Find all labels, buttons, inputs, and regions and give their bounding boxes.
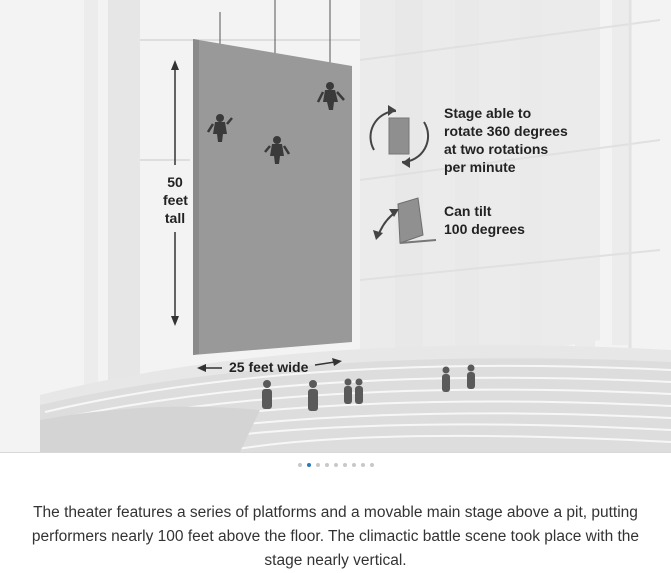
carousel-dot[interactable]	[325, 463, 329, 467]
carousel-dot[interactable]	[370, 463, 374, 467]
divider	[0, 452, 671, 453]
carousel-dot[interactable]	[352, 463, 356, 467]
carousel-dot[interactable]	[307, 463, 311, 467]
rotate-label: Stage able to rotate 360 degrees at two rotations per minute	[444, 105, 568, 175]
carousel-dot[interactable]	[361, 463, 365, 467]
width-label: 25 feet wide	[229, 359, 309, 375]
carousel-dot[interactable]	[298, 463, 302, 467]
carousel-dot[interactable]	[343, 463, 347, 467]
carousel-dot[interactable]	[334, 463, 338, 467]
slide-caption: The theater features a series of platforms and a movable main stage above a pit, putting performers nearly 100 feet above the floor. The climactic battle scene took place with the stage nearly vertical.	[31, 503, 640, 569]
carousel-dot[interactable]	[316, 463, 320, 467]
carousel-pagination[interactable]	[0, 463, 671, 467]
height-label: 50 feet tall	[163, 174, 188, 226]
tilt-label: Can tilt 100 degrees	[444, 203, 525, 237]
